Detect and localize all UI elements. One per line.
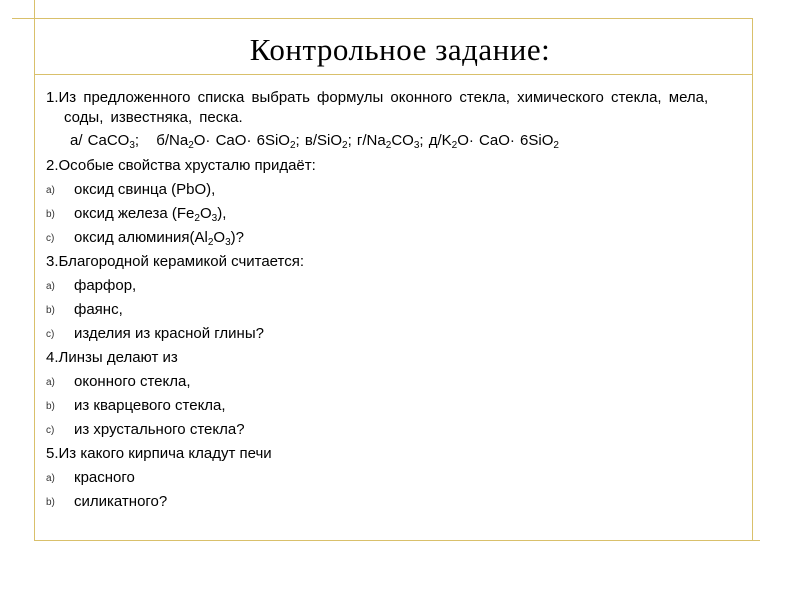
question-3: 3.Благородной керамикой считается: [46,253,305,270]
answer-3b: b) фаянс, [46,301,123,318]
answer-4a: a) оконного стекла, [46,373,191,390]
option-e: $д/K_2O\cdot CaO\cdot 6SiO_2$ [428,132,559,151]
question-5: 5.Из какого кирпича кладут печи [46,445,272,462]
option-c: в/SiO$_2$; [304,132,352,151]
answer-2b: b) оксид железа $(Fe_2O_3)$, [46,205,227,224]
answer-5a: a) красного [46,469,135,486]
option-b: $б/Na_2O\cdot CaO\cdot 6SiO_2$; [156,132,300,151]
answer-2a: a) оксид свинца (PbO), [46,181,216,198]
answer-4c: c) из хрустального стекла? [46,421,245,438]
answer-4b: b) из кварцевого стекла, [46,397,226,414]
question-1: 1.Из предложенного списка выбрать формулы оконного стекла, химического стекла, мела, соды, известняка, песка. [46,89,709,126]
option-d: $г/Na_2CO_3$; [356,132,424,151]
frame-bottom-line [34,540,760,541]
frame-top-line [12,18,752,19]
answer-3a: a) фарфор, [46,277,137,294]
question-1-options [46,130,746,154]
question-4: 4.Линзы делают из [46,349,178,366]
answer-3c: c) изделия из красной глины? [46,325,264,342]
page-title: Контрольное задание: [249,32,551,67]
question-list [46,88,746,514]
answer-2c: c) оксид $алюминия(Al_2O_3)$? [46,229,244,248]
frame-right-line [752,18,753,540]
option-a: а/ CaCO$_3$; [70,132,140,151]
question-2: 2.Особые свойства хрусталю придаёт: [46,157,316,174]
title-divider [34,74,752,75]
answer-5b: b) силикатного? [46,493,168,510]
frame-left-line [34,0,35,540]
